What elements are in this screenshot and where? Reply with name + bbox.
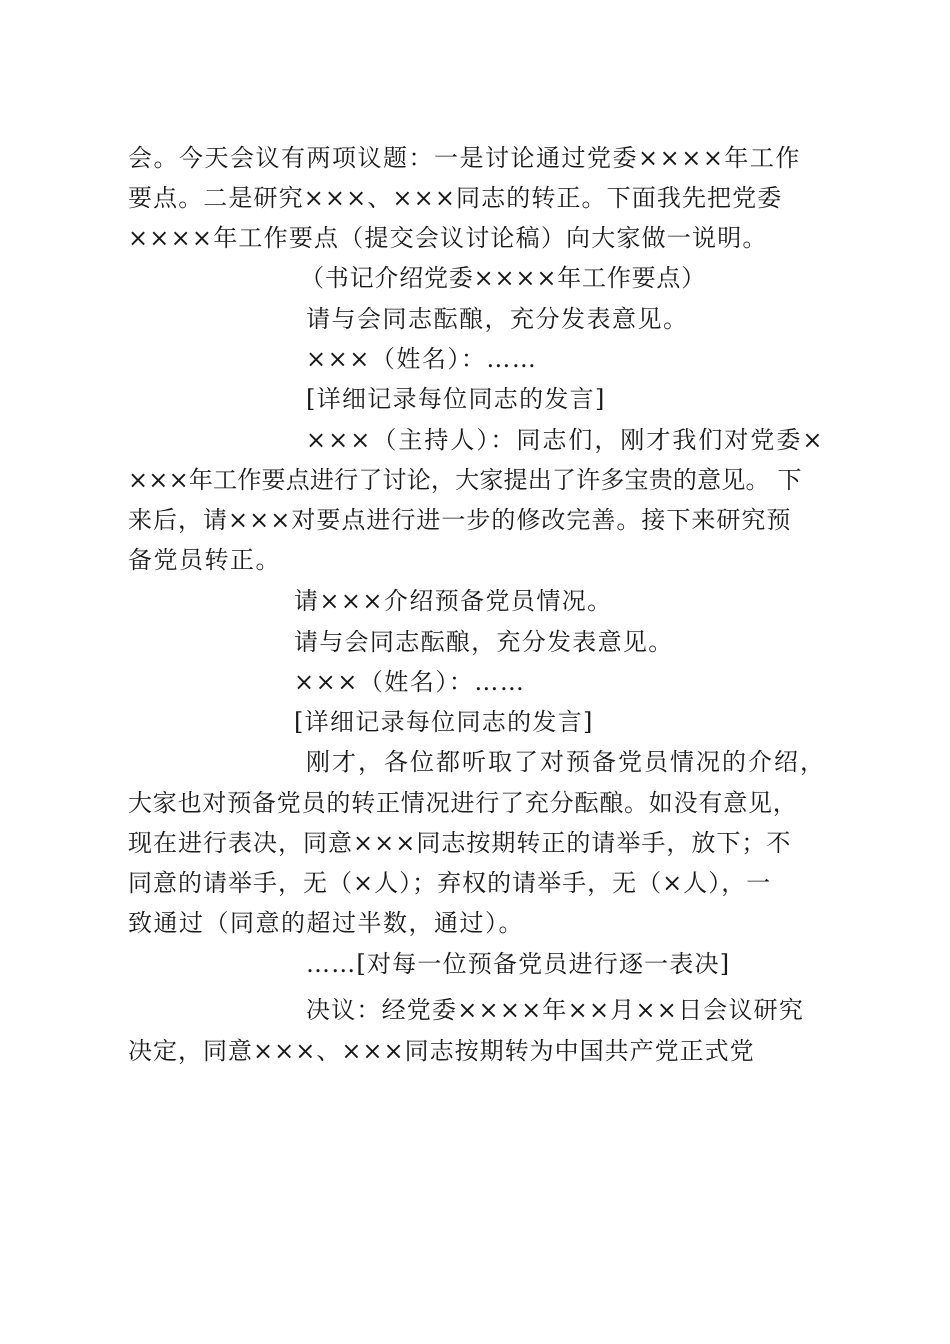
- paragraph-line: [详细记录每位同志的发言]: [294, 708, 594, 736]
- paragraph-line: ×××年工作要点进行了讨论，大家提出了许多宝贵的意见。 下: [128, 466, 802, 494]
- paragraph-line: 刚才，各位都听取了对预备党员情况的介绍，: [306, 748, 826, 776]
- paragraph-line: 会。今天会议有两项议题：一是讨论通过党委××××年工作: [128, 144, 801, 172]
- paragraph-line: 备党员转正。: [128, 546, 281, 574]
- paragraph-line: 大家也对预备党员的转正情况进行了充分酝酿。如没有意见，: [128, 789, 798, 817]
- paragraph-line: ……[对每一位预备党员进行逐一表决]: [306, 950, 731, 978]
- paragraph-line: 同意的请举手，无（×人）；弃权的请举手，无（×人），一: [128, 869, 772, 897]
- paragraph-line: 致通过（同意的超过半数，通过）。: [128, 909, 524, 937]
- paragraph-line: ×××（姓名）：……: [306, 345, 538, 373]
- paragraph-line: ×××（姓名）：……: [294, 668, 526, 696]
- paragraph-line: 要点。二是研究×××、×××同志的转正。下面我先把党委: [128, 184, 783, 212]
- paragraph-line: ××××年工作要点（提交会议讨论稿）向大家做一说明。: [128, 224, 768, 252]
- paragraph-line: 请×××介绍预备党员情况。: [294, 587, 613, 615]
- paragraph-line: ×××（主持人）：同志们，刚才我们对党委×: [306, 426, 825, 454]
- paragraph-line: 请与会同志酝酿，充分发表意见。: [294, 628, 674, 656]
- paragraph-line: 决定，同意×××、×××同志按期转为中国共产党正式党: [128, 1037, 755, 1065]
- paragraph-line: 来后，请×××对要点进行进一步的修改完善。接下来研究预: [128, 506, 792, 534]
- paragraph-line: [详细记录每位同志的发言]: [306, 385, 606, 413]
- paragraph-line: 现在进行表决，同意×××同志按期转正的请举手，放下；不: [128, 829, 792, 857]
- paragraph-line: 决议：经党委××××年××月××日会议研究: [306, 996, 805, 1024]
- paragraph-line: 请与会同志酝酿，充分发表意见。: [306, 305, 689, 333]
- paragraph-line: （书记介绍党委××××年工作要点）: [300, 264, 707, 292]
